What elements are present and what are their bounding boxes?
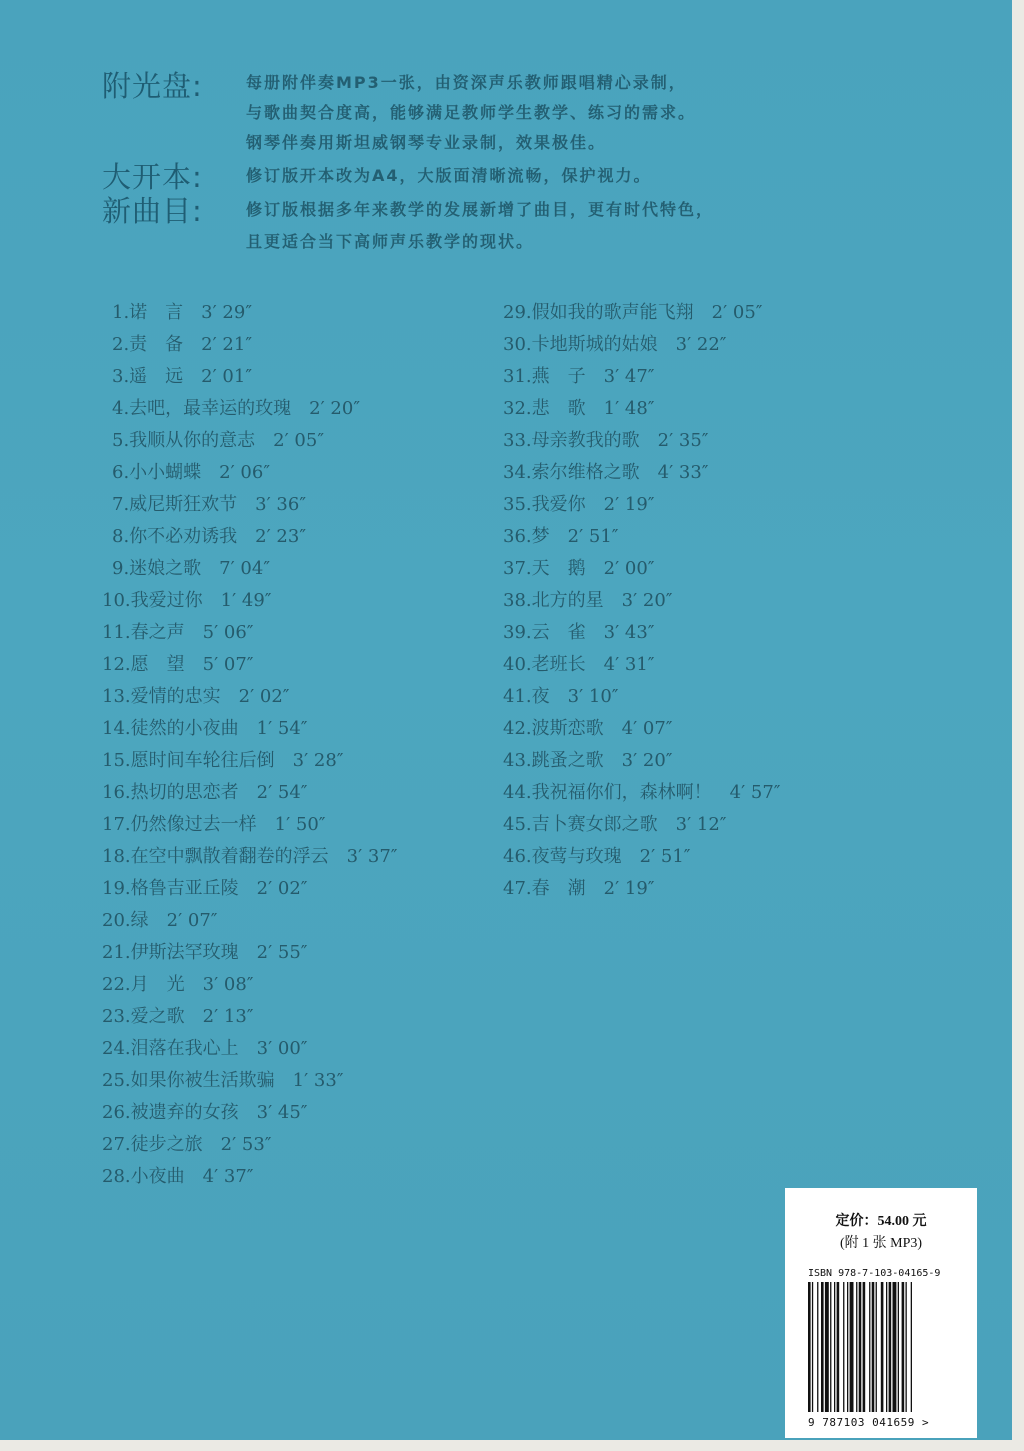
track-item: 4.去吧，最幸运的玫瑰 2′ 20″ (112, 398, 361, 419)
track-item: 15.愿时间车轮往后倒 3′ 28″ (102, 750, 344, 771)
barcode-bar (843, 1282, 844, 1412)
barcode-digits: 9 787103 041659 > (808, 1416, 930, 1429)
track-item: 36.梦 2′ 51″ (503, 526, 619, 547)
barcode-bar (850, 1282, 854, 1412)
track-item: 44.我祝福你们，森林啊！ 4′ 57″ (503, 782, 781, 803)
barcode-bar (821, 1282, 824, 1412)
track-item: 7.威尼斯狂欢节 3′ 36″ (112, 494, 307, 515)
track-item: 31.燕 子 3′ 47″ (503, 366, 655, 387)
barcode-bar (830, 1282, 831, 1412)
barcode-bar (812, 1282, 813, 1412)
track-item: 11.春之声 5′ 06″ (102, 622, 254, 643)
track-item: 10.我爱过你 1′ 49″ (102, 590, 272, 611)
track-item: 38.北方的星 3′ 20″ (503, 590, 673, 611)
track-item: 12.愿 望 5′ 07″ (102, 654, 254, 675)
track-item: 28.小夜曲 4′ 37″ (102, 1166, 254, 1187)
barcode-bar (898, 1282, 899, 1412)
page-edge-right (1012, 0, 1024, 1451)
barcode-bar (817, 1282, 818, 1412)
barcode-bar (837, 1282, 840, 1412)
barcode-bar (859, 1282, 862, 1412)
track-item: 5.我顺从你的意志 2′ 05″ (112, 430, 325, 451)
track-item: 20.绿 2′ 07″ (102, 910, 218, 931)
track-item: 13.爱情的忠实 2′ 02″ (102, 686, 290, 707)
feature-line: 修订版根据多年来教学的发展新增了曲目，更有时代特色， (246, 200, 715, 219)
track-item: 42.波斯恋歌 4′ 07″ (503, 718, 673, 739)
track-item: 43.跳蚤之歌 3′ 20″ (503, 750, 673, 771)
track-item: 26.被遗弃的女孩 3′ 45″ (102, 1102, 308, 1123)
track-item: 30.卡地斯城的姑娘 3′ 22″ (503, 334, 727, 355)
track-item: 29.假如我的歌声能飞翔 2′ 05″ (503, 302, 763, 323)
feature-line: 与歌曲契合度高，能够满足教师学生教学、练习的需求。 (246, 103, 697, 122)
feature-line: 钢琴伴奏用斯坦威钢琴专业录制，效果极佳。 (246, 133, 607, 152)
track-item: 46.夜莺与玫瑰 2′ 51″ (503, 846, 691, 867)
barcode-bar (881, 1282, 884, 1412)
barcode-bar (876, 1282, 877, 1412)
barcode-bar (886, 1282, 887, 1412)
track-item: 40.老班长 4′ 31″ (503, 654, 655, 675)
barcode-bar (911, 1282, 912, 1412)
mp3-note: (附 1 张 MP3) (839, 1236, 923, 1251)
track-item: 8.你不必劝诱我 2′ 23″ (112, 526, 307, 547)
track-item: 18.在空中飘散着翻卷的浮云 3′ 37″ (102, 846, 398, 867)
barcode-bar (906, 1282, 907, 1412)
track-item: 14.徒然的小夜曲 1′ 54″ (102, 718, 308, 739)
feature-label-disc: 附光盘: (102, 69, 203, 103)
track-item: 45.吉卜赛女郎之歌 3′ 12″ (503, 814, 727, 835)
feature-line: 修订版开本改为A4，大版面清晰流畅，保护视力。 (246, 166, 652, 185)
isbn-text: ISBN 978-7-103-04165-9 (808, 1268, 941, 1279)
barcode-bar (872, 1282, 875, 1412)
track-item: 39.云 雀 3′ 43″ (503, 622, 655, 643)
feature-line: 且更适合当下高师声乐教学的现状。 (246, 232, 535, 251)
feature-label-songs: 新曲目: (102, 194, 203, 228)
barcode-bar (808, 1282, 811, 1412)
price-label: 定价：54.00 元 (835, 1214, 927, 1229)
track-item: 47.春 潮 2′ 19″ (503, 878, 655, 899)
track-item: 2.责 备 2′ 21″ (112, 334, 253, 355)
barcode (808, 1282, 958, 1412)
track-item: 23.爱之歌 2′ 13″ (102, 1006, 254, 1027)
barcode-bar (847, 1282, 848, 1412)
barcode-bar (902, 1282, 905, 1412)
track-item: 16.热切的思恋者 2′ 54″ (102, 782, 308, 803)
track-item: 9.迷娘之歌 7′ 04″ (112, 558, 271, 579)
track-item: 19.格鲁吉亚丘陵 2′ 02″ (102, 878, 308, 899)
track-item: 24.泪落在我心上 3′ 00″ (102, 1038, 308, 1059)
track-item: 41.夜 3′ 10″ (503, 686, 619, 707)
barcode-bar (856, 1282, 857, 1412)
barcode-bar (863, 1282, 866, 1412)
track-item: 33.母亲教我的歌 2′ 35″ (503, 430, 709, 451)
track-item: 34.索尔维格之歌 4′ 33″ (503, 462, 709, 483)
track-item: 32.悲 歌 1′ 48″ (503, 398, 655, 419)
track-item: 37.天 鹅 2′ 00″ (503, 558, 655, 579)
track-item: 27.徒步之旅 2′ 53″ (102, 1134, 272, 1155)
page-edge-bottom (0, 1440, 1024, 1451)
track-item: 1.诺 言 3′ 29″ (112, 302, 253, 323)
barcode-bar (825, 1282, 829, 1412)
barcode-bar (834, 1282, 835, 1412)
track-item: 6.小小蝴蝶 2′ 06″ (112, 462, 271, 483)
track-item: 3.遥 远 2′ 01″ (112, 366, 253, 387)
barcode-bar (893, 1282, 897, 1412)
track-item: 22.月 光 3′ 08″ (102, 974, 254, 995)
track-item: 17.仍然像过去一样 1′ 50″ (102, 814, 326, 835)
feature-line: 每册附伴奏MP3一张，由资深声乐教师跟唱精心录制， (246, 73, 687, 92)
feature-label-format: 大开本: (102, 160, 203, 194)
barcode-bar (869, 1282, 870, 1412)
track-item: 35.我爱你 2′ 19″ (503, 494, 655, 515)
track-item: 25.如果你被生活欺骗 1′ 33″ (102, 1070, 344, 1091)
barcode-bar (889, 1282, 892, 1412)
track-item: 21.伊斯法罕玫瑰 2′ 55″ (102, 942, 308, 963)
